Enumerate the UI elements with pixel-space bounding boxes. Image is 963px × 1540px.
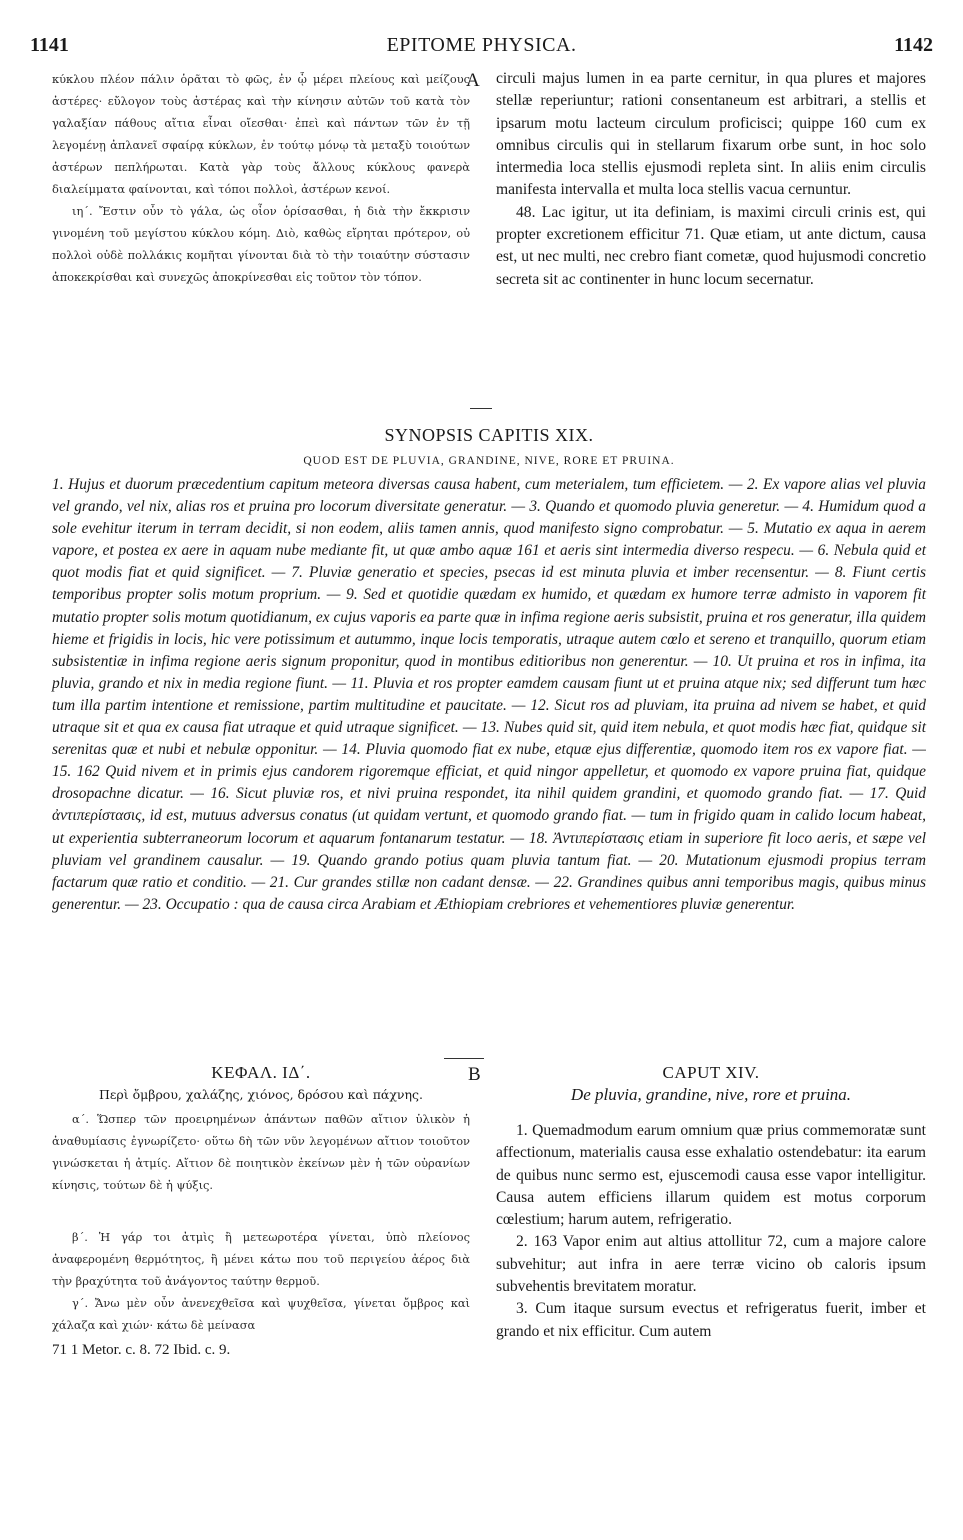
greek-paragraph: γ΄. Ἄνω μὲν οὖν ἀνενεχθεῖσα καὶ ψυχθεῖσα, γίνεται ὄμβρος καὶ χάλαζα καὶ χιών· κάτω δὲ μείνασα — [52, 1296, 470, 1332]
greek-chapter-heading: ΚΕΦΑΛ. ΙΔ΄. — [211, 1063, 311, 1082]
greek-paragraph: β΄. Ἡ γάρ τοι ἀτμὶς ἢ μετεωροτέρα γίνεται, ὑπὸ πλείονος ἀναφερομένη θερμότητος, ἢ μένει κάτω που τοῦ περιγείου ἀέρος διὰ τὴν βραχύτητα τοῦ ἀνάγοντος ταύτην θερμοῦ. — [52, 1230, 470, 1288]
greek-chapter-subtitle: Περὶ ὄμβρου, χαλάζης, χιόνος, δρόσου καὶ πάχνης. — [98, 1087, 423, 1102]
greek-paragraph: κύκλου πλέον πάλιν ὁρᾶται τὸ φῶς, ἐν ᾧ μέρει πλείους καὶ μείζους ἀστέρες· εὔλογον τοὺς ἀστέρας καὶ τὴν κίνησιν αὐτῶν τοῦ κατὰ τὸν γαλαξίαν πάθους αἴτια εἶναι οἴεσθαι· ἐπεὶ καὶ πάντων τῶν ἐν τῇ λεγομένῃ ἀπλανεῖ σφαίρᾳ κύκλων, ἐν τούτῳ μόνῳ τὰ μεταξὺ τοιούτων ἀστέρων πεπλήρωται. Κατὰ γὰρ τοὺς ἄλλους κύκλους φανερὰ διαλείμματα φαίνονται, καὶ τόποι πολλοὶ, ἀστέρων κενοί. — [52, 72, 470, 196]
latin-paragraph: 2. 163 Vapor enim aut altius attollitur 72, cum a majore calore subvehitur; aut infra in aere terræ vicino ob caloris ipsum subvehentis brevitatem moratur. — [496, 1233, 926, 1296]
latin-column-chapter — [496, 1062, 926, 1343]
latin-paragraph: circuli majus lumen in ea parte cernitur, in qua plures et majores stellæ reperiuntur; rationi consentaneum est arbitrari, a stellis et ipsarum motu lacteum circulum proficisci; quippe 160 cum ex omnibus circulis qui in stellarum fixarum orbe sunt, in hoc solo intermedia loca stellis ejusmodi repleta sint. In aliis enim circulis manifesta intervalla et multa loca stellis vacua cernuntur. — [496, 70, 926, 199]
page-number-left: 1141 — [30, 34, 69, 56]
synopsis-section — [52, 424, 926, 916]
synopsis-subtitle: QUOD EST DE PLUVIA, GRANDINE, NIVE, RORE ET PRUINA. — [303, 455, 675, 467]
footnotes: 71 1 Metor. c. 8. 72 Ibid. c. 9. — [52, 1342, 231, 1358]
latin-paragraph: 1. Quemadmodum earum omnium quæ prius commemoratæ sunt affectionum, materialis causa esse exhalatio ostendebatur: ita earum de quibus nunc sermo est, ejuscemodi causa esse vapor intelligitur. Causa autem efficiens illarum quidem est motus corporum cœlestium; harum autem, refrigeratio. — [496, 1122, 926, 1229]
latin-chapter-subtitle: De pluvia, grandine, nive, rore et pruina. — [570, 1085, 852, 1104]
greek-paragraph: α΄. Ὥσπερ τῶν προειρημένων ἁπάντων παθῶν αἴτιον ὑλικὸν ἡ ἀναθυμίασις ἐγνωρίζετο· οὕτω δὴ τῶν νῦν λεγομένων αἴτιον τοιοῦτον γινώσκεται ἡ ἀτμίς. Αἴτιον δὲ ποιητικὸν ἐκείνων μὲν ἡ τῶν οὐρανίων κίνησις, τούτων δὲ ἡ ψύξις. — [52, 1112, 470, 1192]
latin-column-top — [496, 68, 926, 291]
running-title: EPITOME PHYSICA. — [386, 34, 577, 56]
greek-paragraph: ιη΄. Ἔστιν οὖν τὸ γάλα, ὡς οἷον ὁρίσασθαι, ἡ διὰ τὴν ἔκκρισιν γινομένη τοῦ μεγίστου κύκλου κόμη. Διὸ, καθὼς εἴρηται πρότερον, οὐ πολλοὶ οὐδὲ πολλάκις κομῆται γίνονται διὰ τὸ τὴν τοιαύτην σύστασιν ἀποκεκρίσθαι καὶ συνεχῶς ἀποκρίνεσθαι εἰς τοῦτον τὸν τόπον. — [52, 204, 470, 284]
greek-column-chapter — [52, 1062, 470, 1360]
page-number-right: 1142 — [894, 34, 933, 56]
synopsis-title: SYNOPSIS CAPITIS XIX. — [384, 425, 594, 445]
section-divider — [444, 1058, 484, 1059]
column-marker-b: B — [468, 1064, 481, 1085]
greek-column-top — [52, 68, 470, 288]
latin-paragraph: 3. Cum itaque sursum evectus et refrigeratus fuerit, imber et grando et nix efficitur. Cum autem — [496, 1300, 926, 1340]
synopsis-body: 1. Hujus et duorum præcedentium capitum meteora diversas causa habent, cum meterialem, tum efficietem. — 2. Ex vapore alias vel pluvia vel grando, vel nix, alias ros et pruina pro locorum diversitate generatur. — 3. Quando et quomodo pluvia generetur. — 4. Humidum quod a sole evehitur iterum in terram decidit, si non eodem, aliis tamen annis, quod manifesto signo comprobatur. — 5. Mutatio ex aqua in aerem vapore, et postea ex aere in aquam nube mediante fit, ut quæ ambo aquæ 161 et aeris sint intermedia diverso respecu. — 6. Nebula quid et quot modis fiat et quid significet. — 7. Pluviæ generatio et species, psecas id est minuta pluvia et imber recensentur. — 8. Fiunt certis temporibus propter solis motum proprium. — 9. Sed et quotidie quædam ex humido, et quædam ex humore terræ admisto in vaporem fit mutatio propter solis motum quotidianum, ex cujus vaporis ea parte quæ in infima regione aeris subsistit, pruina et ros generatur, illa quidem hieme et frigidis in locis, hic vere potissimum et autummo, inque locis temporatis, utraque autem cœlo et sereno et tranquillo, quorum etiam subsistentiæ in infima regione aeris signum proponitur, quod in montibus editioribus non generentur. — 10. Ut pruina et ros in infima, ita pluvia, grando et nix in media regione fiunt. — 11. Pluvia et ros propter eamdem causam fiunt ut et pruina atque nix; sed differunt tum hæc tum illa partim intentione et remissione, partim multitudine et paucitate. — 12. Sicut ros ad pluviam, ita pruina ad nivem se habet, et quid utraque sit et qua ex causa fiat utraque et quid utraque significet. — 13. Nubes quid sit, quid item nebula, et quot modis hæc fiat, quidque sit serenitas quæ et nubi et nebulæ opponitur. — 14. Pluvia quomodo fiat ex nube, etquæ ejus differentiæ, quomodo item ros ex vapore fiat. — 15. 162 Quid nivem et in primis ejus candorem rigoremque efficiat, et quid ningor appelletur, et quomodo ex vapore pruina fiat, quidque drosopachne dicatur. — 16. Sicut pluviæ ros, et nivi pruina respondet, ita nihil quidem grandini, et quomodo grando fiat. — 17. Quid ἀντιπερίστασις, id est, mutuus adversus conatus (ut quidam vertunt, et quomodo grando fiat. — tum in frigido quam in calido locum habeat, ut experientia subterraneorum locorum et aquarum fontanarum testatur. — 18. Ἀντιπερίστασις etiam in superiore fit loco aeris, et sæpe vel pluviam vel grandinem causalur. — 19. Quando grando potius quam pluvia tantum fiat. — 20. Mutationum ejusmodi propius terram factarum quæ ratio et conditio. — 21. Cur grandes stillæ non cadant densæ. — 22. Grandines quibus anni temporibus magis, quibus minus generentur. — 23. Occupatio : qua de causa circa Arabiam et Æthiopiam crebriores et vehementiores pluviæ generentur. — [52, 476, 926, 913]
latin-chapter-heading: CAPUT XIV. — [662, 1063, 760, 1082]
running-header — [30, 34, 933, 60]
section-divider — [470, 408, 492, 409]
column-marker-a: A — [466, 70, 480, 91]
latin-paragraph: 48. Lac igitur, ut ita definiam, is maximi circuli crinis est, qui propter excretionem efficitur 71. Quæ etiam, ut ante dictum, causa est, ut nec multi, nec crebro fiant cometæ, quod hujusmodi concretio secreta sit ac continenter in hunc locum secernatur. — [496, 203, 926, 288]
